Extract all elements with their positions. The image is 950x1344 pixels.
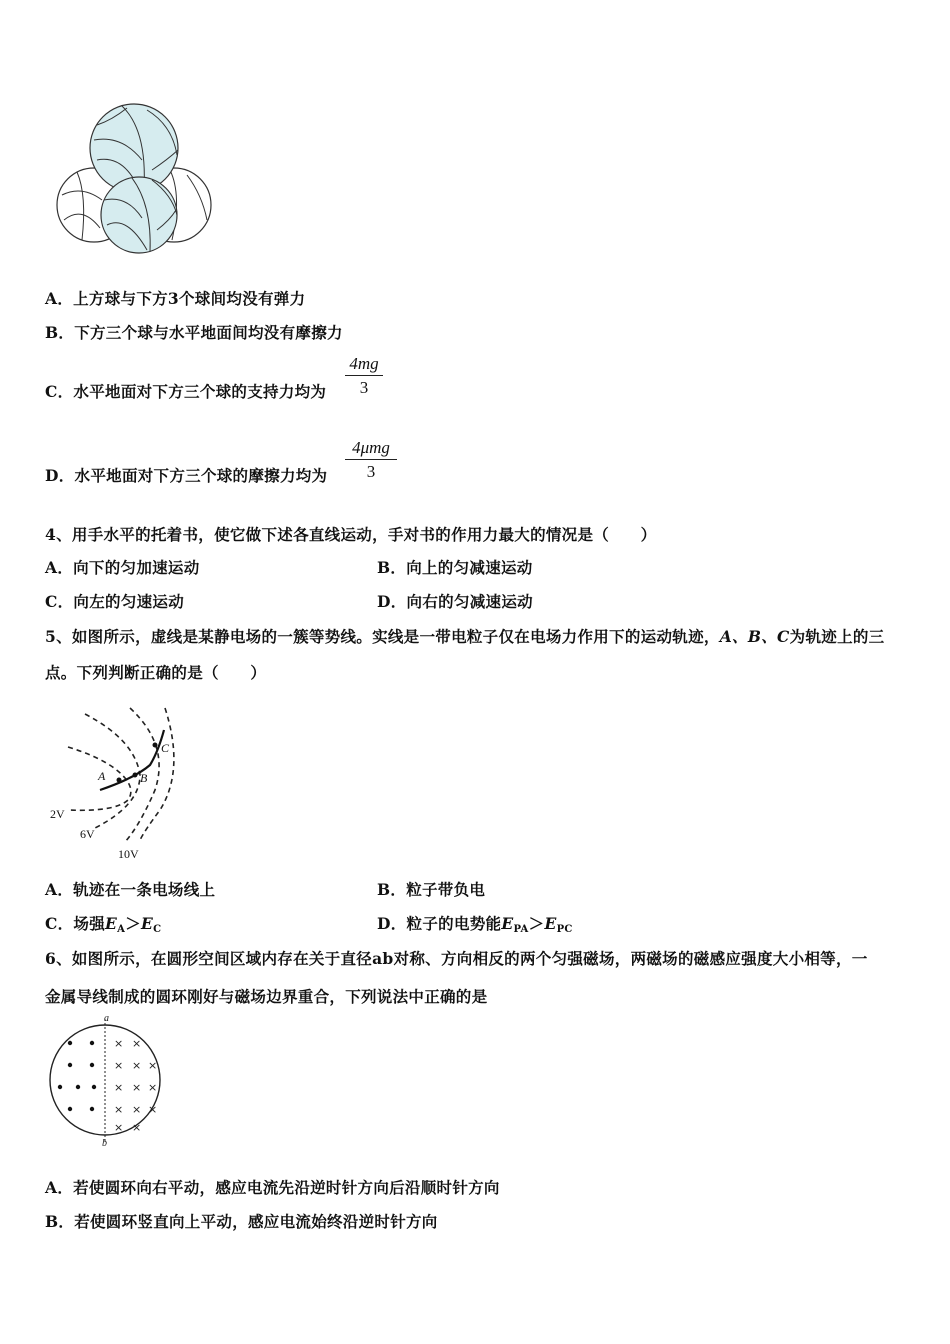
fraction-denominator: 3 [359,378,369,397]
gt-sign: ＞ [125,914,142,933]
q4-option-c: C．向左的匀速运动 [45,592,185,611]
q6-stem-line2: 金属导线制成的圆环刚好与磁场边界重合，下列说法中正确的是 [45,987,488,1006]
q5-stem-line1 [45,625,884,647]
q3-option-c-fraction [345,354,383,398]
gt-sign: ＞ [528,914,545,933]
svg-text:×: × [114,1103,124,1116]
q6-stem-line1: 6、如图所示，在圆形空间区域内存在关于直径ab对称、方向相反的两个匀强磁场，两磁场的磁感应强度大小相等，一 [45,949,868,968]
svg-text:×: × [132,1037,142,1050]
svg-text:×: × [132,1103,142,1116]
q5-option-b: B．粒子带负电 [377,880,486,899]
q5-option-d-text: D．粒子的电势能 [377,914,502,933]
svg-text:×: × [132,1059,142,1072]
label-a: a [104,1013,109,1024]
label-6v: 6V [80,827,95,841]
q3-option-b: B．下方三个球与水平地面间均没有摩擦力 [45,323,343,342]
q3-option-c: C．水平地面对下方三个球的支持力均为 [45,382,327,401]
svg-text:×: × [114,1037,124,1050]
svg-text:×: × [114,1121,124,1134]
label-point-c: C [161,741,170,755]
equipotential-figure [40,700,200,865]
subscript: C [153,924,162,935]
q5-option-c-text: C．场强 [45,914,106,933]
subscript: PC [556,924,573,935]
q3-option-a: A．上方球与下方3个球间均没有弹力 [45,289,306,308]
q5-stem-points: A、B、C [719,627,790,646]
q5-option-d [377,912,573,935]
q5-option-a: A．轨迹在一条电场线上 [45,880,216,899]
q4-stem: 4、用手水平的托着书，使它做下述各直线运动，手对书的作用力最大的情况是（ ） [45,525,657,544]
q6-option-b: B．若使圆环竖直向上平动，感应电流始终沿逆时针方向 [45,1212,438,1231]
q5-option-c [45,912,161,935]
svg-text:×: × [114,1081,124,1094]
label-b: b [102,1138,107,1148]
q3-option-d-fraction [345,438,397,482]
label-point-b: B [140,771,148,785]
q5-stem-post: 为轨迹上的三 [789,627,885,646]
fraction-numerator: 4mg [345,354,383,376]
svg-text:×: × [132,1081,142,1094]
q5-stem-line2: 点。下列判断正确的是（ ） [45,663,267,682]
svg-text:×: × [148,1059,158,1072]
svg-text:×: × [148,1081,158,1094]
svg-text:×: × [114,1059,124,1072]
subscript: A [117,924,126,935]
magnetic-field-circle-figure [42,1013,172,1148]
q4-option-b: B．向上的匀减速运动 [377,558,533,577]
label-10v: 10V [118,847,139,861]
fraction-numerator: 4μmg [345,438,397,460]
symbol-e: E [544,914,557,933]
svg-text:×: × [132,1121,142,1134]
q4-option-a: A．向下的匀加速运动 [45,558,200,577]
q4-option-d: D．向右的匀减速运动 [377,592,533,611]
q5-stem-pre: 5、如图所示，虚线是某静电场的一簇等势线。实线是一带电粒子仅在电场力作用下的运动轨迹， [45,627,720,646]
symbol-e: E [501,914,514,933]
symbol-e: E [105,914,118,933]
svg-text:×: × [148,1103,158,1116]
symbol-e: E [141,914,154,933]
subscript: PA [513,924,529,935]
label-point-a: A [98,769,106,783]
q6-option-a: A．若使圆环向右平动，感应电流先沿逆时针方向后沿顺时针方向 [45,1178,500,1197]
label-2v: 2V [50,807,65,821]
q3-option-d: D．水平地面对下方三个球的摩擦力均为 [45,466,328,485]
volleyball-stack-figure [52,100,217,255]
fraction-denominator: 3 [366,462,376,481]
